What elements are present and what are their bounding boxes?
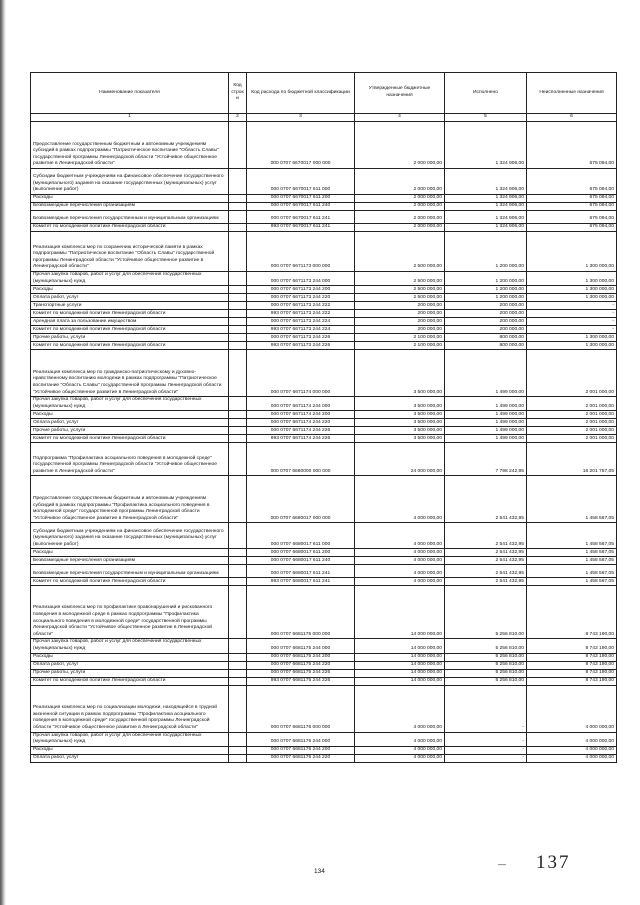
executed-amount: 2 541 432,95 [445,557,527,565]
row-name: Комитет по молодежной политике Ленинградской области [31,435,229,443]
remaining-amount: 1 300 000,00 [527,342,617,350]
row-name: Комитет по молодежной политике Ленинградской области [31,342,229,350]
row-name: Транспортные услуги [31,302,229,310]
remaining-amount: 1 458 567,05 [527,523,617,549]
table-row [31,211,617,224]
approved-amount: 2 500 000,00 [355,232,445,272]
row-name: Комитет по молодежной политике Ленинградской области [31,578,229,586]
row-name: Расходы [31,286,229,294]
table-row [31,443,617,476]
budget-code: 993 0707 6671174 244 226 [247,435,355,443]
row-code [229,677,247,685]
table-row [31,294,617,302]
table-row [31,310,617,318]
executed-amount: 1 324 906,00 [445,211,527,224]
remaining-amount: 4 000 000,00 [527,746,617,754]
table-row [31,586,617,639]
executed-amount: 1 324 906,00 [445,169,527,195]
row-code [229,397,247,411]
row-code [229,476,247,523]
table-row [31,302,617,310]
approved-amount: 4 000 000,00 [355,565,445,578]
approved-amount: 2 000 000,00 [355,224,445,232]
row-code [229,294,247,302]
executed-amount: - [445,746,527,754]
executed-amount: 1 200 000,00 [445,294,527,302]
remaining-amount: 2 001 000,00 [527,397,617,411]
budget-code: 000 0707 6671174 244 220 [247,419,355,427]
approved-amount: 4 000 000,00 [355,578,445,586]
budget-code: 000 0707 6671173 244 000 [247,272,355,286]
table-row [31,578,617,586]
table-row [31,419,617,427]
remaining-amount: 4 000 000,00 [527,754,617,762]
budget-code: 000 0707 6680017 611 240 [247,557,355,565]
remaining-amount: 1 300 000,00 [527,286,617,294]
header-remaining: Неисполненные назначения [527,73,617,114]
remaining-amount: 675 094,00 [527,169,617,195]
row-code [229,653,247,661]
remaining-amount: 675 094,00 [527,195,617,203]
budget-code: 000 0707 6671174 000 000 [247,350,355,397]
budget-code: 000 0707 6671173 244 200 [247,286,355,294]
header-budget-code: Код расхода по бюджетной классификации [247,73,355,114]
row-name: Оплата работ, услуг [31,754,229,762]
column-number: 6 [527,114,617,122]
row-name: Расходы [31,653,229,661]
approved-amount: 3 500 000,00 [355,427,445,435]
executed-amount: 200 000,00 [445,310,527,318]
table-row [31,232,617,272]
budget-code: 000 0707 6670017 611 241 [247,211,355,224]
executed-amount: 5 256 810,00 [445,661,527,669]
table-row [31,411,617,419]
approved-amount: 200 000,00 [355,326,445,334]
row-code [229,342,247,350]
row-code [229,203,247,211]
approved-amount: 4 000 000,00 [355,754,445,762]
executed-amount: 5 256 810,00 [445,653,527,661]
approved-amount: 14 000 000,00 [355,661,445,669]
scan-edge [0,0,6,905]
table-row [31,661,617,669]
row-name: Прочая закупка товаров, работ и услуг для обеспечения государственных (муниципальных) нужд [31,397,229,411]
budget-code: 000 0707 6671173 244 222 [247,302,355,310]
remaining-amount: - [527,302,617,310]
column-number: 5 [445,114,527,122]
row-code [229,549,247,557]
executed-amount: 1 499 000,00 [445,435,527,443]
approved-amount: 4 000 000,00 [355,557,445,565]
budget-code: 000 0707 6670017 611 000 [247,169,355,195]
approved-amount: 2 500 000,00 [355,294,445,302]
budget-code: 000 0707 6680017 611 241 [247,565,355,578]
table-row [31,669,617,677]
table-row [31,122,617,169]
remaining-amount: 675 094,00 [527,211,617,224]
budget-code: 000 0707 6681175 000 000 [247,586,355,639]
budget-code: 000 0707 6671174 244 226 [247,427,355,435]
approved-amount: 2 000 000,00 [355,122,445,169]
remaining-amount: 1 458 567,05 [527,476,617,523]
budget-code: 000 0707 6671173 244 226 [247,334,355,342]
row-name: Реализация комплекса мер по гражданско-патриотическому и духовно-нравственному воспитанию молодежи в рамках подпрограммы "Патриотическое воспитание "Область Славы" государственной программы Ленинградской области "Устойчивое общественное развитие в Ленинградской области" [31,350,229,397]
remaining-amount: 8 743 190,00 [527,661,617,669]
executed-amount: - [445,732,527,746]
executed-amount: 2 541 432,95 [445,523,527,549]
executed-amount: 5 256 810,00 [445,669,527,677]
budget-code: 000 0707 6670017 611 200 [247,195,355,203]
row-code [229,639,247,653]
header-approved: Утвержденные бюджетные назначения [355,73,445,114]
executed-amount: 1 200 000,00 [445,272,527,286]
table-row [31,557,617,565]
executed-amount: 1 499 000,00 [445,427,527,435]
row-name: Оплата работ, услуг [31,419,229,427]
remaining-amount: 4 000 000,00 [527,732,617,746]
table-row [31,334,617,342]
remaining-amount: 1 300 000,00 [527,272,617,286]
row-code [229,754,247,762]
row-code [229,411,247,419]
remaining-amount: 8 743 190,00 [527,586,617,639]
column-number: 2 [229,114,247,122]
executed-amount: 5 256 810,00 [445,639,527,653]
approved-amount: 2 500 000,00 [355,272,445,286]
executed-amount: 1 324 906,00 [445,203,527,211]
budget-code: 000 0707 6671174 244 000 [247,397,355,411]
executed-amount: 1 499 000,00 [445,397,527,411]
remaining-amount: 1 300 000,00 [527,232,617,272]
executed-amount: 1 499 000,00 [445,419,527,427]
table-row [31,435,617,443]
row-name: Прочая закупка товаров, работ и услуг для обеспечения государственных (муниципальных) нужд [31,732,229,746]
table-row [31,326,617,334]
header-executed: Исполнено [445,73,527,114]
table-row [31,195,617,203]
executed-amount: 2 541 432,95 [445,476,527,523]
table-row [31,342,617,350]
row-code [229,746,247,754]
budget-code: 000 0707 6681176 244 220 [247,754,355,762]
remaining-amount: - [527,326,617,334]
approved-amount: 14 000 000,00 [355,677,445,685]
row-code [229,326,247,334]
budget-code: 000 0707 6680017 000 000 [247,476,355,523]
approved-amount: 2 000 000,00 [355,169,445,195]
budget-code: 000 0707 6681175 244 000 [247,639,355,653]
budget-code: 000 0707 6680017 611 000 [247,523,355,549]
remaining-amount: 8 743 190,00 [527,669,617,677]
stamp-number: 137 [536,852,571,873]
table-row [31,427,617,435]
table-row [31,272,617,286]
remaining-amount: 1 458 567,05 [527,557,617,565]
budget-code: 993 0707 6670017 611 241 [247,224,355,232]
row-name: Предоставление государственным бюджетным и автономным учреждениям субсидий в рамках подпрограммы "Патриотическое воспитание "Область Славы" государственной программы Ленинградской области "Устойчивое общественное развитие в Ленинградской области" [31,122,229,169]
table-row [31,169,617,195]
row-name: Оплата работ, услуг [31,661,229,669]
remaining-amount: - [527,318,617,326]
row-code [229,435,247,443]
approved-amount: 3 500 000,00 [355,419,445,427]
remaining-amount: 1 458 567,05 [527,549,617,557]
row-name: Реализация комплекса мер по социализации молодежи, находящейся в трудной жизненной ситуации в рамках подпрограммы "Профилактика асоциального поведения в молодежной среде" государственной программы Ленинградской области "Устойчивое общественное развитие в Ленинградской области" [31,685,229,732]
table-row [31,732,617,746]
row-code [229,523,247,549]
executed-amount: 5 256 810,00 [445,586,527,639]
row-name: Предоставление государственным бюджетным и автономным учреждениям субсидий в рамках подпрограммы "Профилактика асоциального поведения в молодежной среде" государственной программы Ленинградской области "Устойчивое общественное развитие в Ленинградской области" [31,476,229,523]
row-code [229,272,247,286]
remaining-amount: 2 001 000,00 [527,419,617,427]
row-name: Прочие работы, услуги [31,427,229,435]
row-code [229,732,247,746]
budget-code: 000 0707 6670017 611 240 [247,203,355,211]
approved-amount: 2 100 000,00 [355,334,445,342]
row-name: Расходы [31,549,229,557]
budget-code: 993 0707 6671173 244 226 [247,342,355,350]
budget-code: 000 0707 6680000 000 000 [247,443,355,476]
remaining-amount: - [527,310,617,318]
table-row [31,549,617,557]
approved-amount: 200 000,00 [355,310,445,318]
table-row [31,565,617,578]
column-number: 1 [31,114,229,122]
row-name: Субсидии бюджетным учреждениям на финансовое обеспечение государственного (муниципального) задания на оказание государственных (муниципальных) услуг (выполнение работ) [31,169,229,195]
table-row [31,685,617,732]
approved-amount: 4 000 000,00 [355,732,445,746]
row-name: Оплата работ, услуг [31,294,229,302]
table-row [31,677,617,685]
remaining-amount: 8 743 190,00 [527,639,617,653]
executed-amount: 1 499 000,00 [445,411,527,419]
budget-code: 000 0707 6681176 244 000 [247,732,355,746]
row-code [229,169,247,195]
remaining-amount: 1 300 000,00 [527,294,617,302]
row-name: Безвозмездные перечисления государственным и муниципальным организациям [31,565,229,578]
remaining-amount: 675 094,00 [527,203,617,211]
row-name: Расходы [31,746,229,754]
approved-amount: 24 000 000,00 [355,443,445,476]
approved-amount: 4 000 000,00 [355,523,445,549]
header-row-code: Код строки [229,73,247,114]
approved-amount: 3 500 000,00 [355,411,445,419]
row-name: Безвозмездные перечисления государственным и муниципальным организациям [31,211,229,224]
row-code [229,350,247,397]
row-code [229,661,247,669]
row-name: Реализация комплекса мер по сохранению исторической памяти в рамках подпрограммы "Патриотическое воспитание "Область Славы" государственной программы Ленинградской области "Устойчивое общественное развитие в Ленинградской области" [31,232,229,272]
row-name: Комитет по молодежной политике Ленинградской области [31,310,229,318]
row-code [229,557,247,565]
budget-code: 993 0707 6681175 244 226 [247,677,355,685]
approved-amount: 14 000 000,00 [355,653,445,661]
table-row [31,523,617,549]
budget-code: 000 0707 6681176 244 200 [247,746,355,754]
remaining-amount: 16 201 757,05 [527,443,617,476]
approved-amount: 2 000 000,00 [355,211,445,224]
remaining-amount: 675 094,00 [527,122,617,169]
executed-amount: 200 000,00 [445,318,527,326]
table-body [31,122,617,763]
row-name: Реализация комплекса мер по профилактике правонарушений и рискованного поведения в молодежной среде в рамках подпрограммы "Профилактика асоциального поведения в молодежной среде" государственной программы Ленинградской области "Устойчивое общественное развитие в Ленинградской области" [31,586,229,639]
executed-amount: - [445,685,527,732]
budget-code: 993 0707 6680017 611 241 [247,578,355,586]
header-row [31,73,617,114]
row-name: Подпрограмма "Профилактика асоциального поведения в молодежной среде" государственной программы Ленинградской области "Устойчивое общественное развитие в Ленинградской области" [31,443,229,476]
budget-code: 993 0707 6671173 244 224 [247,326,355,334]
row-name: Безвозмездные перечисления организациям [31,203,229,211]
approved-amount: 200 000,00 [355,302,445,310]
executed-amount: 200 000,00 [445,326,527,334]
approved-amount: 14 000 000,00 [355,586,445,639]
row-name: Прочие работы, услуги [31,669,229,677]
row-code [229,565,247,578]
approved-amount: 200 000,00 [355,318,445,326]
row-code [229,685,247,732]
budget-code: 000 0707 6680017 611 200 [247,549,355,557]
row-code [229,318,247,326]
row-name: Расходы [31,411,229,419]
executed-amount: 1 200 000,00 [445,232,527,272]
executed-amount: 2 541 432,95 [445,565,527,578]
row-name: Прочая закупка товаров, работ и услуг для обеспечения государственных (муниципальных) нужд [31,272,229,286]
row-name: Арендная плата за пользование имуществом [31,318,229,326]
executed-amount: 1 324 906,00 [445,195,527,203]
row-code [229,122,247,169]
page-number: 134 [314,868,325,875]
executed-amount: - [445,754,527,762]
row-name: Субсидии бюджетным учреждениям на финансовое обеспечение государственного (муниципального) задания на оказание государственных (муниципальных) услуг (выполнение работ) [31,523,229,549]
table-row [31,746,617,754]
approved-amount: 2 000 000,00 [355,203,445,211]
approved-amount: 2 500 000,00 [355,286,445,294]
budget-code: 000 0707 6671174 244 200 [247,411,355,419]
table-row [31,318,617,326]
approved-amount: 4 000 000,00 [355,746,445,754]
table-row [31,203,617,211]
table-row [31,653,617,661]
approved-amount: 4 000 000,00 [355,685,445,732]
row-code [229,427,247,435]
executed-amount: 1 200 000,00 [445,286,527,294]
budget-code: 000 0707 6681175 244 220 [247,661,355,669]
executed-amount: 200 000,00 [445,302,527,310]
row-name: Расходы [31,195,229,203]
row-code [229,586,247,639]
approved-amount: 14 000 000,00 [355,639,445,653]
budget-code: 000 0707 6670017 000 000 [247,122,355,169]
remaining-amount: 2 001 000,00 [527,350,617,397]
table-row [31,754,617,762]
approved-amount: 4 000 000,00 [355,476,445,523]
remaining-amount: 8 743 190,00 [527,653,617,661]
approved-amount: 4 000 000,00 [355,549,445,557]
row-code [229,195,247,203]
remaining-amount: 2 001 000,00 [527,427,617,435]
header-indicator-name: Наименование показателя [31,73,229,114]
row-code [229,232,247,272]
remaining-amount: 1 458 567,05 [527,578,617,586]
remaining-amount: 675 094,00 [527,224,617,232]
executed-amount: 5 256 810,00 [445,677,527,685]
remaining-amount: 2 001 000,00 [527,411,617,419]
budget-code: 000 0707 6681175 244 226 [247,669,355,677]
row-code [229,302,247,310]
budget-code: 000 0707 6671173 000 000 [247,232,355,272]
approved-amount: 2 100 000,00 [355,342,445,350]
row-name: Комитет по молодежной политике Ленинградской области [31,224,229,232]
column-number: 3 [247,114,355,122]
row-code [229,211,247,224]
approved-amount: 14 000 000,00 [355,669,445,677]
row-code [229,224,247,232]
approved-amount: 3 500 000,00 [355,350,445,397]
row-name: Комитет по молодежной политике Ленинградской области [31,326,229,334]
executed-amount: 1 499 000,00 [445,350,527,397]
row-code [229,443,247,476]
executed-amount: 1 324 906,00 [445,224,527,232]
remaining-amount: 1 458 567,05 [527,565,617,578]
row-code [229,310,247,318]
remaining-amount: 4 000 000,00 [527,685,617,732]
row-code [229,669,247,677]
budget-execution-table [30,72,617,763]
executed-amount: 1 324 906,00 [445,122,527,169]
row-name: Безвозмездные перечисления организациям [31,557,229,565]
budget-code: 993 0707 6671173 244 222 [247,310,355,318]
stamp-dash: — [498,860,506,869]
budget-code: 000 0707 6681175 244 200 [247,653,355,661]
table-row [31,286,617,294]
row-code [229,286,247,294]
budget-code: 000 0707 6681176 000 000 [247,685,355,732]
remaining-amount: 8 743 190,00 [527,677,617,685]
column-number-row [31,114,617,122]
row-name: Комитет по молодежной политике Ленинградской области [31,677,229,685]
row-code [229,419,247,427]
column-number: 4 [355,114,445,122]
executed-amount: 800 000,00 [445,334,527,342]
table-row [31,476,617,523]
table-row [31,639,617,653]
budget-code: 000 0707 6671173 244 224 [247,318,355,326]
row-name: Прочие работы, услуги [31,334,229,342]
remaining-amount: 2 001 000,00 [527,435,617,443]
table-row [31,224,617,232]
row-name: Прочая закупка товаров, работ и услуг для обеспечения государственных (муниципальных) нужд [31,639,229,653]
executed-amount: 2 541 432,95 [445,578,527,586]
executed-amount: 800 000,00 [445,342,527,350]
executed-amount: 7 798 242,95 [445,443,527,476]
row-code [229,578,247,586]
approved-amount: 2 000 000,00 [355,195,445,203]
remaining-amount: 1 300 000,00 [527,334,617,342]
row-code [229,334,247,342]
approved-amount: 3 500 000,00 [355,435,445,443]
executed-amount: 2 541 432,95 [445,549,527,557]
budget-code: 000 0707 6671173 244 220 [247,294,355,302]
table-row [31,350,617,397]
approved-amount: 3 500 000,00 [355,397,445,411]
table-row [31,397,617,411]
